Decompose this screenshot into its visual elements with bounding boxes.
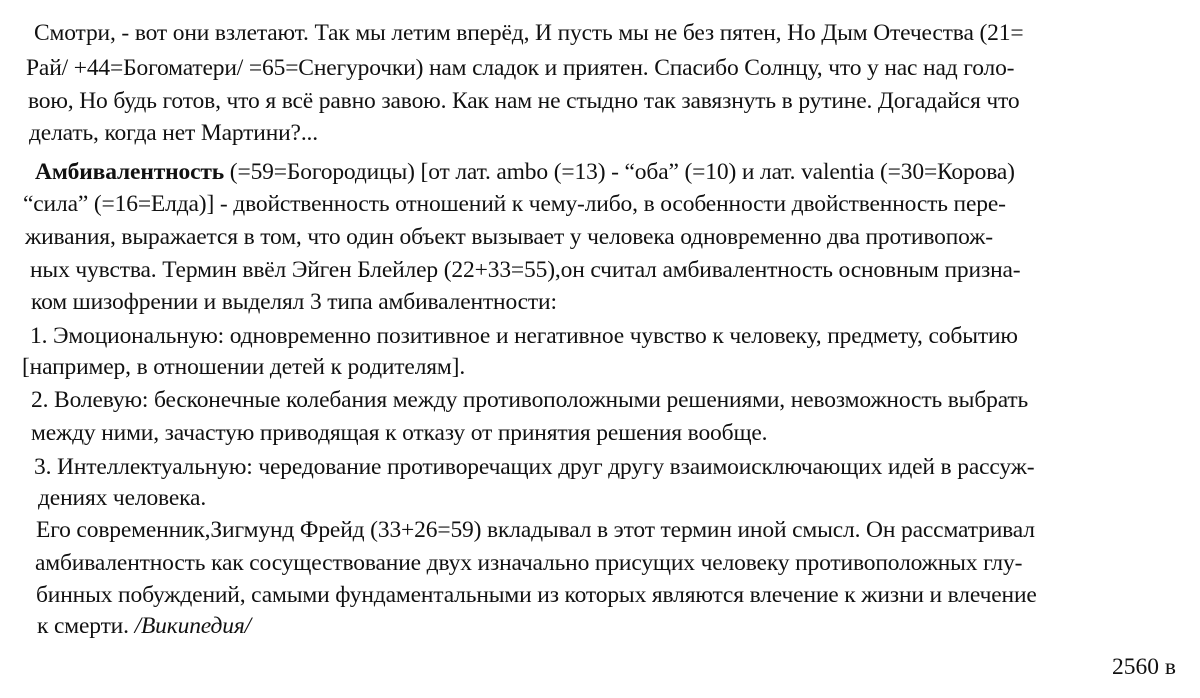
article-line-3: живания, выражается в том, что один объект вызывает у человека одновременно два противопож- [25,224,993,250]
page-number: 2560 в [1112,654,1176,680]
freud-line-1: Его современник,Зигмунд Фрейд (33+26=59) вкладывал в этот термин иной смысл. Он рассматривал [36,517,1035,543]
type-1-line-2: [например, в отношении детей к родителям]. [22,354,466,380]
article-line-5: ком шизофрении и выделял 3 типа амбивалентности: [31,289,557,315]
intro-line-2: Рай/ +44=Богоматери/ =65=Снегурочки) нам сладок и приятен. Спасибо Солнцу, что у нас над голо- [26,55,1015,81]
type-3-line-1: 3. Интеллектуальную: чередование противоречащих друг другу взаимоисключающих идей в рассуж- [34,454,1035,480]
freud-line-4 [37,611,251,641]
type-2-line-2: между ними, зачастую приводящая к отказу от принятия решения вообще. [31,420,768,446]
intro-line-3: вою, Но будь готов, что я всё равно завою. Как нам не стыдно так завязнуть в рутине. Догадайся что [28,88,1020,114]
source-citation: /Википедия/ [134,613,251,639]
type-3-line-2: дениях человека. [38,485,207,511]
article-line-1 [35,157,1015,187]
intro-line-4: делать, когда нет Мартини?... [29,120,318,146]
type-1-line-1: 1. Эмоциональную: одновременно позитивное и негативное чувство к человеку, предмету, событию [30,323,1018,349]
article-line-1-rest: (=59=Богородицы) [от лат. ambo (=13) - “оба” (=10) и лат. valentia (=30=Корова) [224,159,1015,185]
freud-line-2: амбивалентность как сосуществование двух изначально присущих человеку противоположных глу- [35,550,1023,576]
freud-last-line-text: к смерти. [37,613,135,639]
article-term: Амбивалентность [35,159,225,185]
article-line-2: “сила” (=16=Елда)] - двойственность отношений к чему-либо, в особенности двойственность пере- [23,191,1006,217]
article-line-4: ных чувства. Термин ввёл Эйген Блейлер (22+33=55),он считал амбивалентность основным призна- [30,257,1021,283]
type-2-line-1: 2. Волевую: бесконечные колебания между противоположными решениями, невозможность выбрать [31,387,1029,413]
intro-line-1: Смотри, - вот они взлетают. Так мы летим вперёд, И пусть мы не без пятен, Но Дым Отечества (21= [34,20,1024,46]
freud-line-3: бинных побуждений, самыми фундаментальными из которых являются влечение к жизни и влечение [36,582,1037,608]
